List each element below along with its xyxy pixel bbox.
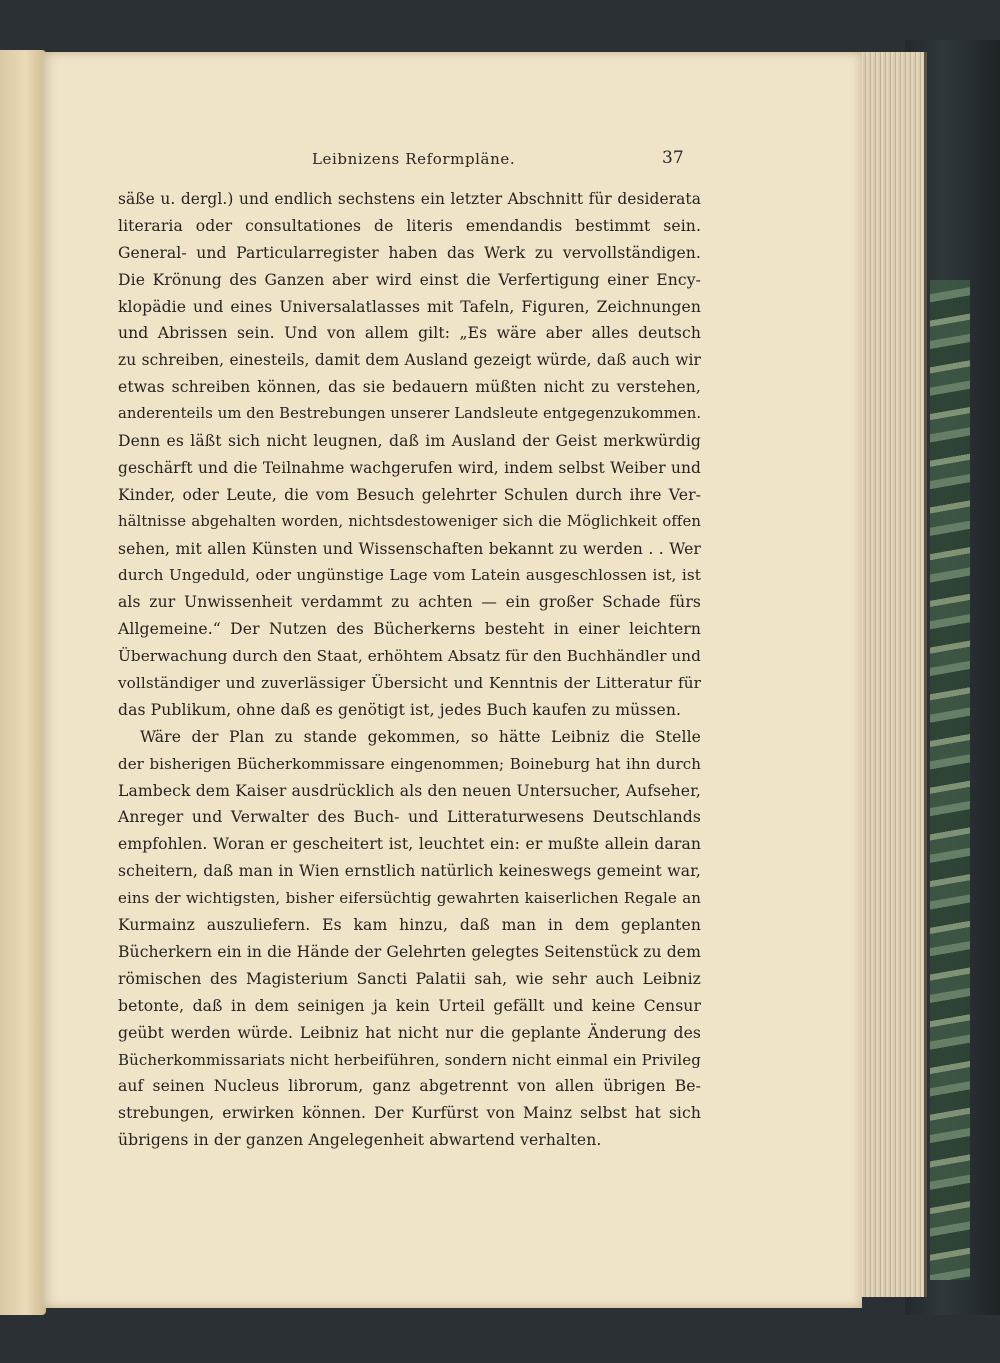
text-line: betonte, daß in dem seinigen ja kein Urteil gefällt und keine Censur	[118, 996, 701, 1015]
text-line: Bücherkern ein in die Hände der Gelehrten gelegtes Seitenstück zu dem	[118, 942, 701, 961]
text-line: Anreger und Verwalter des Buch- und Litteraturwesens Deutschlands	[118, 808, 701, 827]
text-line: hältnisse abgehalten worden, nichtsdestoweniger sich die Möglichkeit offen	[118, 512, 701, 530]
text-line: Die Krönung des Ganzen aber wird einst die Verfertigung einer Ency-	[118, 270, 701, 289]
text-line: der bisherigen Bücherkommissare eingenommen; Boineburg hat ihn durch	[118, 754, 701, 773]
text-line: strebungen, erwirken können. Der Kurfürst von Mainz selbst hat sich	[118, 1104, 701, 1123]
text-line: Bücherkommissariats nicht herbeiführen, sondern nicht einmal ein Privileg	[118, 1050, 701, 1069]
page-number: 37	[662, 148, 684, 168]
text-line: durch Ungeduld, oder ungünstige Lage vom Latein ausgeschlossen ist, ist	[118, 566, 701, 585]
text-line: geschärft und die Teilnahme wachgerufen wird, indem selbst Weiber und	[118, 458, 701, 477]
text-line: General- und Particularregister haben das Werk zu vervollständigen.	[118, 243, 701, 262]
text-line: klopädie und eines Universalatlasses mit Tafeln, Figuren, Zeichnungen	[118, 297, 701, 316]
text-line: Allgemeine.“ Der Nutzen des Bücherkerns besteht in einer leichtern	[118, 620, 701, 639]
text-line: Überwachung durch den Staat, erhöhtem Absatz für den Buchhändler und	[118, 647, 701, 666]
text-line: eins der wichtigsten, bisher eifersüchtig gewahrten kaiserlichen Regale an	[118, 889, 701, 908]
text-line: Denn es läßt sich nicht leugnen, daß im Ausland der Geist merkwürdig	[118, 432, 701, 451]
text-line: Kurmainz auszuliefern. Es kam hinzu, daß man in dem geplanten	[118, 916, 701, 935]
page-stack-edge	[858, 52, 927, 1297]
text-line: scheitern, daß man in Wien ernstlich natürlich keineswegs gemeint war,	[118, 862, 701, 881]
marbled-endpaper	[930, 280, 970, 1280]
text-line: und Abrissen sein. Und von allem gilt: „Es wäre aber alles deutsch	[118, 324, 701, 343]
text-line: als zur Unwissenheit verdammt zu achten — ein großer Schade fürs	[118, 593, 701, 612]
text-line: römischen des Magisterium Sancti Palatii sah, wie sehr auch Leibniz	[118, 969, 701, 988]
text-line: geübt werden würde. Leibniz hat nicht nur die geplante Änderung des	[118, 1023, 701, 1042]
text-line: empfohlen. Woran er gescheitert ist, leuchtet ein: er mußte allein daran	[118, 835, 701, 854]
text-line: Lambeck dem Kaiser ausdrücklich als den neuen Untersucher, Aufseher,	[118, 781, 701, 800]
text-line: zu schreiben, einesteils, damit dem Ausland gezeigt würde, daß auch wir	[118, 351, 701, 370]
text-line: vollständiger und zuverlässiger Übersicht und Kenntnis der Litteratur für	[118, 674, 701, 693]
book-page	[42, 52, 862, 1308]
text-line: sehen, mit allen Künsten und Wissenschaften bekannt zu werden . . Wer	[118, 539, 701, 558]
body-text	[118, 186, 701, 1154]
text-line: auf seinen Nucleus librorum, ganz abgetrennt von allen übrigen Be-	[118, 1077, 701, 1096]
text-line: Kinder, oder Leute, die vom Besuch gelehrter Schulen durch ihre Ver-	[118, 485, 701, 504]
text-line: das Publikum, ohne daß es genötigt ist, jedes Buch kaufen zu müssen.	[118, 700, 682, 719]
running-head	[42, 150, 862, 176]
facing-page-edge	[0, 50, 46, 1315]
text-line: anderenteils um den Bestrebungen unserer Landsleute entgegenzukommen.	[118, 405, 702, 423]
text-line: übrigens in der ganzen Angelegenheit abwartend verhalten.	[118, 1131, 602, 1150]
text-line: säße u. dergl.) und endlich sechstens ein letzter Abschnitt für desiderata	[118, 190, 701, 208]
text-line: etwas schreiben können, das sie bedauern müßten nicht zu verstehen,	[118, 378, 701, 397]
text-line: Wäre der Plan zu stande gekommen, so hätte Leibniz die Stelle	[140, 727, 701, 746]
running-head-title: Leibnizens Reformpläne.	[312, 150, 516, 168]
text-line: literaria oder consultationes de literis emendandis bestimmt sein.	[118, 216, 701, 235]
